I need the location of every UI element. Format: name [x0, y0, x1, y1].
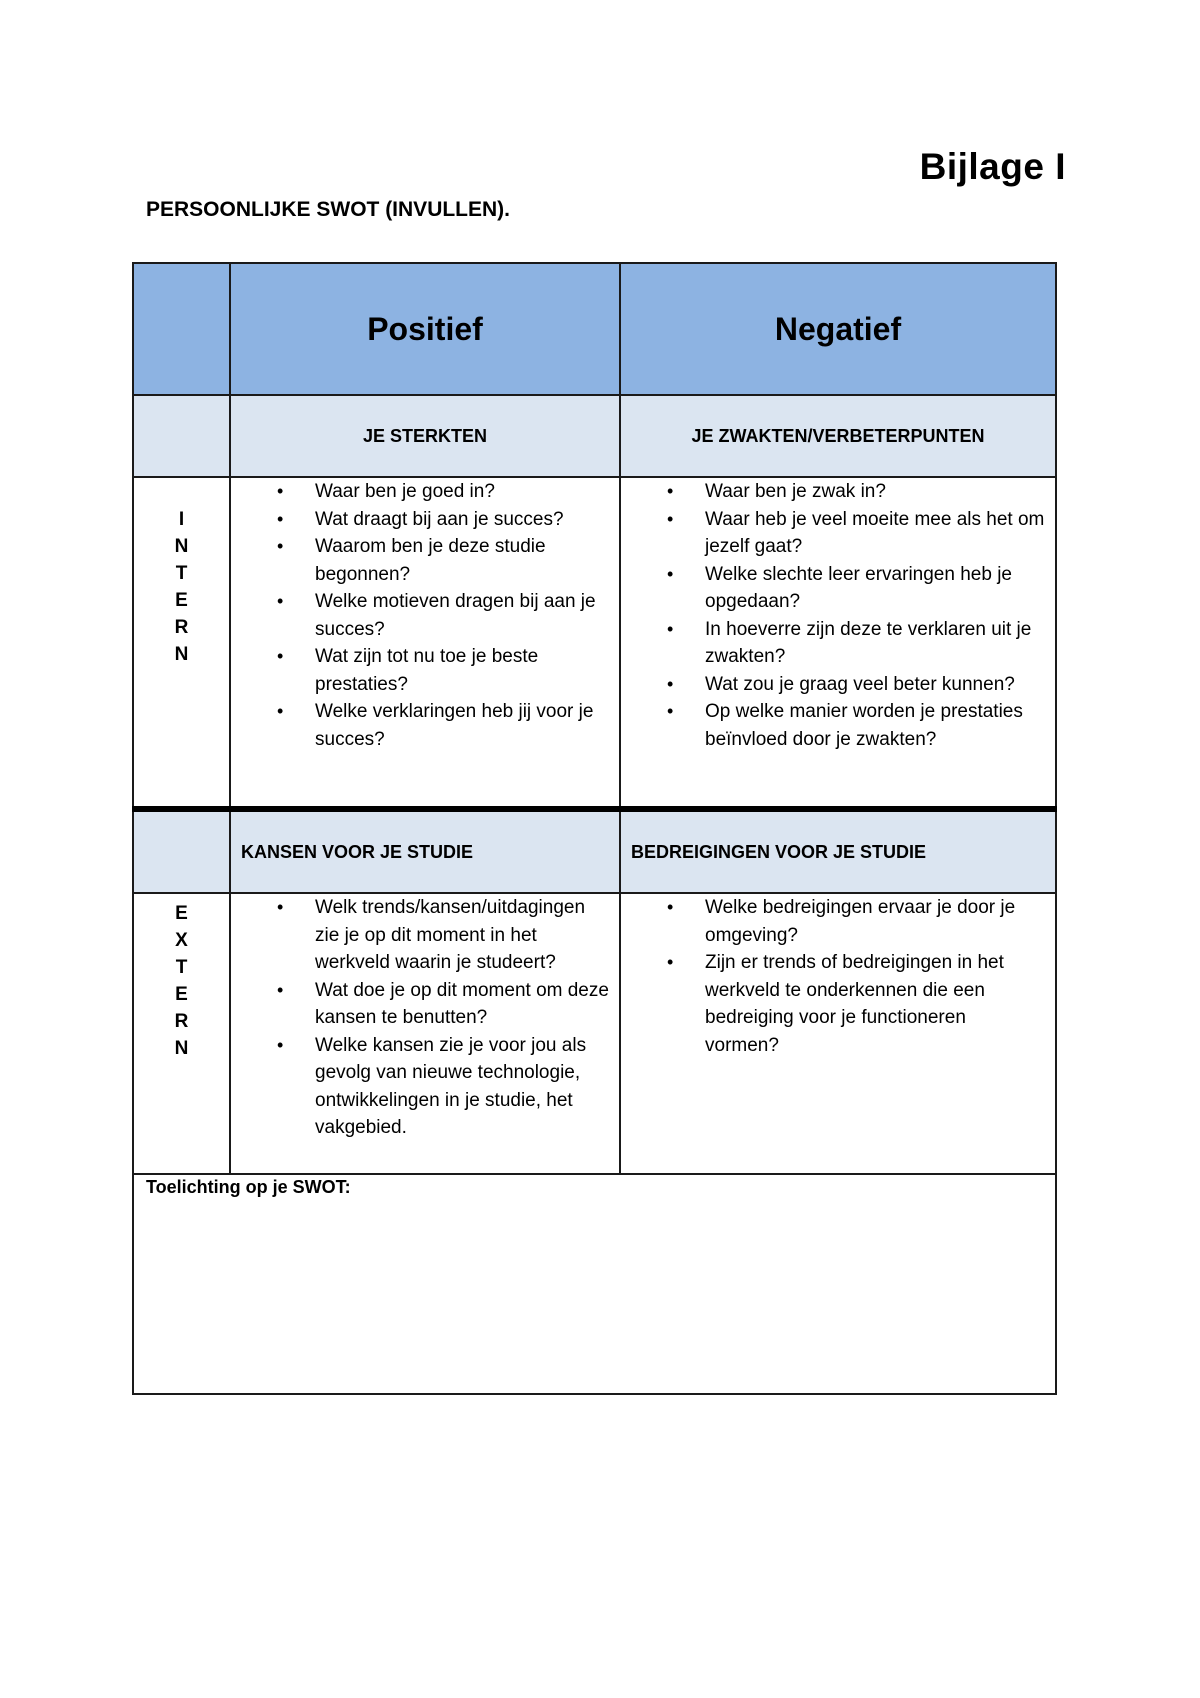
list-item — [231, 478, 619, 506]
bullet-icon: • — [667, 481, 674, 501]
bullet-icon: • — [667, 897, 674, 917]
bullet-icon: • — [277, 897, 284, 917]
extern-letter: X — [175, 930, 188, 951]
list-item-text: Welke kansen zie je voor jou als gevolg van nieuwe technologie, ontwikkelingen in je studie, het vakgebied. — [315, 1034, 587, 1138]
opportunities-label: KANSEN VOOR JE STUDIE — [230, 809, 620, 893]
list-item — [231, 894, 619, 977]
list-item-text: Wat doe je op dit moment om deze kansen te benutten? — [315, 979, 609, 1028]
list-item-text: Welke bedreigingen ervaar je door je omgeving? — [705, 897, 1016, 946]
intern-vertical-label — [133, 477, 230, 809]
bullet-icon: • — [277, 646, 284, 666]
notes-row — [133, 1174, 1056, 1394]
intern-letter: R — [174, 617, 189, 638]
bullet-icon: • — [667, 673, 674, 694]
list-item — [231, 1032, 619, 1142]
list-item — [231, 977, 619, 1032]
list-item — [231, 588, 619, 643]
list-item — [621, 561, 1055, 616]
intern-label-row — [133, 395, 1056, 477]
intern-letter: N — [174, 536, 189, 557]
list-item-text: Wat zijn tot nu toe je beste prestaties? — [315, 646, 539, 695]
bullet-icon: • — [667, 701, 674, 721]
notes-label: Toelichting op je SWOT: — [146, 1177, 351, 1197]
intern-label-corner — [133, 395, 230, 477]
list-item — [621, 616, 1055, 671]
list-item-text: Op welke manier worden je prestaties beïnvloed door je zwakten? — [705, 701, 1023, 750]
threats-list — [621, 894, 1055, 1059]
extern-vertical-label — [133, 893, 230, 1174]
positive-header: Positief — [230, 263, 620, 395]
list-item-text: Waar ben je zwak in? — [705, 481, 886, 502]
extern-letter: R — [174, 1011, 189, 1032]
intern-letter: E — [175, 590, 188, 611]
list-item-text: Waarom ben je deze studie begonnen? — [315, 536, 546, 585]
weaknesses-cell[interactable] — [620, 477, 1056, 809]
extern-letter: E — [175, 984, 188, 1005]
threats-cell[interactable] — [620, 893, 1056, 1174]
list-item-text: Waar ben je goed in? — [315, 481, 495, 502]
extern-body-row — [133, 893, 1056, 1174]
list-item-text: Welke motieven dragen bij aan je succes? — [315, 591, 596, 640]
list-item-text: Wat draagt bij aan je succes? — [315, 508, 564, 530]
list-item-text: Welke verklaringen heb jij voor je succes? — [315, 701, 594, 750]
opportunities-cell[interactable] — [230, 893, 620, 1174]
list-item — [231, 533, 619, 588]
bullet-icon: • — [667, 618, 674, 639]
extern-letter: E — [175, 903, 188, 924]
list-item — [231, 698, 619, 753]
extern-letter: T — [175, 957, 188, 978]
weaknesses-label: JE ZWAKTEN/VERBETERPUNTEN — [620, 395, 1056, 477]
notes-cell[interactable] — [133, 1174, 1056, 1394]
document-title: PERSOONLIJKE SWOT (INVULLEN). — [146, 198, 511, 221]
list-item-text: Welk trends/kansen/uitdagingen zie je op dit moment in het werkveld waarin je studeert? — [315, 897, 586, 973]
list-item — [621, 949, 1055, 1059]
list-item — [621, 698, 1055, 753]
bullet-icon: • — [667, 952, 674, 972]
list-item-text: Waar heb je veel moeite mee als het om jezelf gaat? — [705, 508, 1045, 557]
extern-label-corner — [133, 809, 230, 893]
negative-header: Negatief — [620, 263, 1056, 395]
list-item-text: Wat zou je graag veel beter kunnen? — [705, 673, 1015, 695]
intern-letter: T — [175, 563, 188, 584]
bullet-icon: • — [277, 1034, 284, 1055]
bullet-icon: • — [277, 979, 284, 1000]
list-item-text: Welke slechte leer ervaringen heb je opgedaan? — [705, 563, 1012, 612]
swot-table — [132, 262, 1057, 1395]
opportunities-list — [231, 894, 619, 1142]
list-item — [621, 671, 1055, 699]
intern-body-row — [133, 477, 1056, 809]
bullet-icon: • — [667, 508, 674, 529]
bullet-icon: • — [277, 508, 284, 529]
bullet-icon: • — [277, 701, 284, 721]
bullet-icon: • — [667, 563, 674, 584]
extern-letter: N — [174, 1038, 189, 1059]
list-item — [621, 506, 1055, 561]
strengths-list — [231, 478, 619, 753]
bullet-icon: • — [277, 536, 284, 556]
list-item — [231, 643, 619, 698]
list-item — [231, 506, 619, 534]
list-item-text: In hoeverre zijn deze te verklaren uit je zwakten? — [705, 618, 1032, 667]
intern-letter: N — [174, 644, 189, 665]
bullet-icon: • — [277, 481, 284, 501]
list-item — [621, 894, 1055, 949]
header-row — [133, 263, 1056, 395]
intern-letter: I — [178, 509, 185, 530]
list-item — [621, 478, 1055, 506]
corner-cell — [133, 263, 230, 395]
appendix-label: Bijlage I — [919, 146, 1066, 187]
strengths-label: JE STERKTEN — [230, 395, 620, 477]
extern-label-row — [133, 809, 1056, 893]
strengths-cell[interactable] — [230, 477, 620, 809]
list-item-text: Zijn er trends of bedreigingen in het werkveld te onderkennen die een bedreiging voor je functioneren vormen? — [705, 952, 1004, 1056]
weaknesses-list — [621, 478, 1055, 753]
threats-label: BEDREIGINGEN VOOR JE STUDIE — [620, 809, 1056, 893]
bullet-icon: • — [277, 591, 284, 611]
